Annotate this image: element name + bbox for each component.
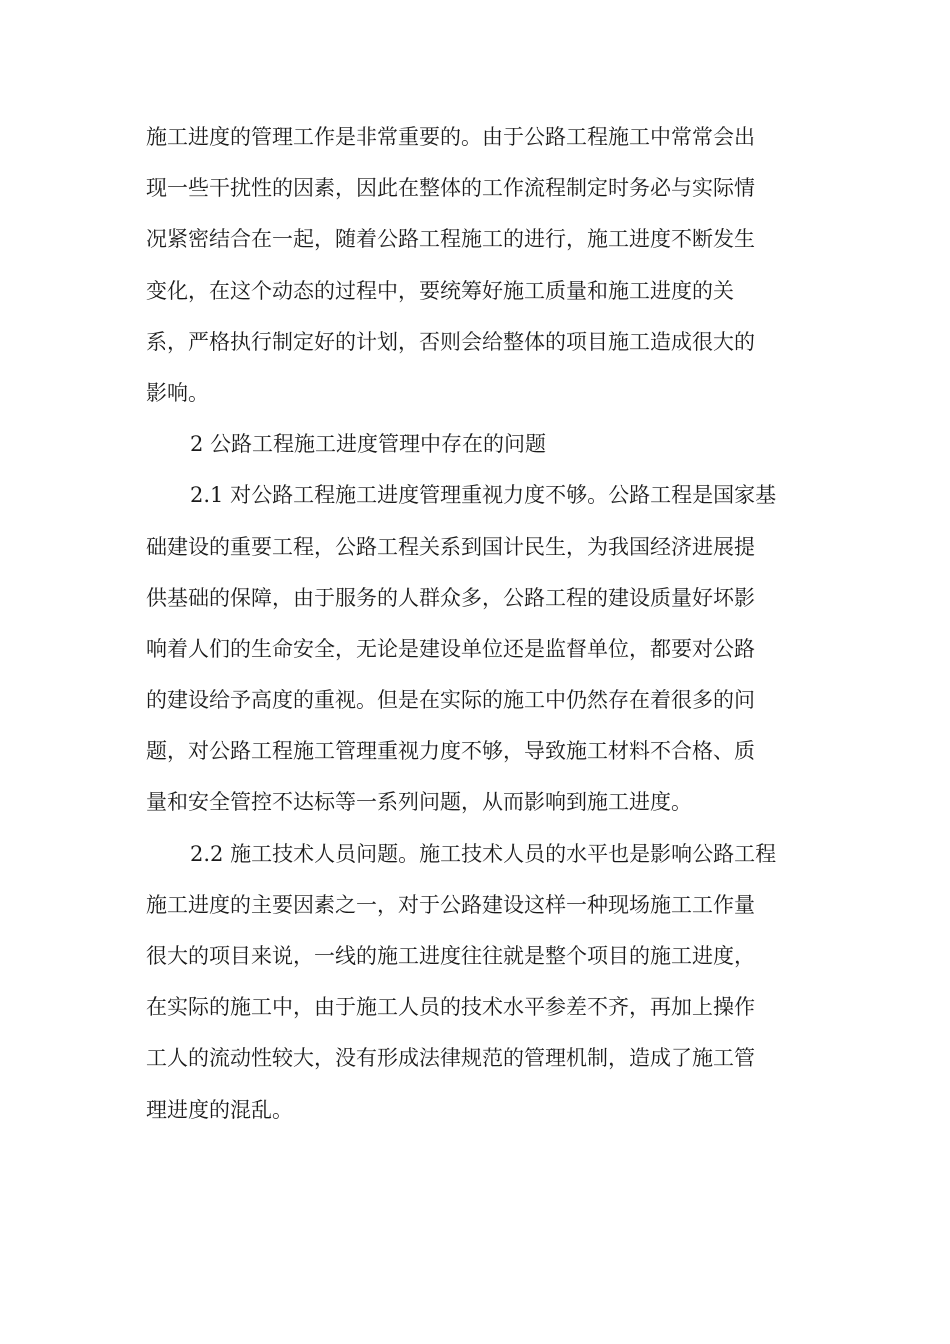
- text-line: 很大的项目来说，一线的施工进度往往就是整个项目的施工进度，: [146, 944, 755, 968]
- text-line: 系，严格执行制定好的计划，否则会给整体的项目施工造成很大的: [146, 329, 755, 354]
- text-line: 响着人们的生命安全，无论是建设单位还是监督单位，都要对公路: [146, 636, 755, 661]
- text-line: 量和安全管控不达标等一系列问题，从而影响到施工进度。: [146, 790, 692, 815]
- subsection-first-line: 2.1 对公路工程施工进度管理重视力度不够。公路工程是国家基: [190, 483, 777, 508]
- document-body: [146, 112, 802, 1136]
- text-line: 供基础的保障，由于服务的人群众多，公路工程的建设质量好坏影: [146, 585, 755, 610]
- text-line: 的建设给予高度的重视。但是在实际的施工中仍然存在着很多的问: [146, 688, 755, 713]
- section-heading: 2 公路工程施工进度管理中存在的问题: [190, 432, 547, 457]
- text-line: 况紧密结合在一起，随着公路工程施工的进行，施工进度不断发生: [146, 227, 755, 252]
- text-line: 影响。: [146, 380, 209, 405]
- subsection-first-line: 2.2 施工技术人员问题。施工技术人员的水平也是影响公路工程: [190, 841, 777, 866]
- text-line: 工人的流动性较大，没有形成法律规范的管理机制，造成了施工管: [146, 1046, 755, 1071]
- text-line: 题，对公路工程施工管理重视力度不够，导致施工材料不合格、质: [146, 739, 755, 764]
- text-line: 施工进度的主要因素之一，对于公路建设这样一种现场施工工作量: [146, 892, 755, 917]
- text-line: 在实际的施工中，由于施工人员的技术水平参差不齐，再加上操作: [146, 995, 755, 1020]
- text-line: 础建设的重要工程，公路工程关系到国计民生，为我国经济进展提: [146, 534, 755, 559]
- text-line: 理进度的混乱。: [146, 1097, 293, 1122]
- text-line: 施工进度的管理工作是非常重要的。由于公路工程施工中常常会出: [146, 125, 755, 149]
- text-line: 变化，在这个动态的过程中，要统筹好施工质量和施工进度的关: [146, 278, 734, 303]
- text-line: 现一些干扰性的因素，因此在整体的工作流程制定时务必与实际情: [146, 176, 755, 201]
